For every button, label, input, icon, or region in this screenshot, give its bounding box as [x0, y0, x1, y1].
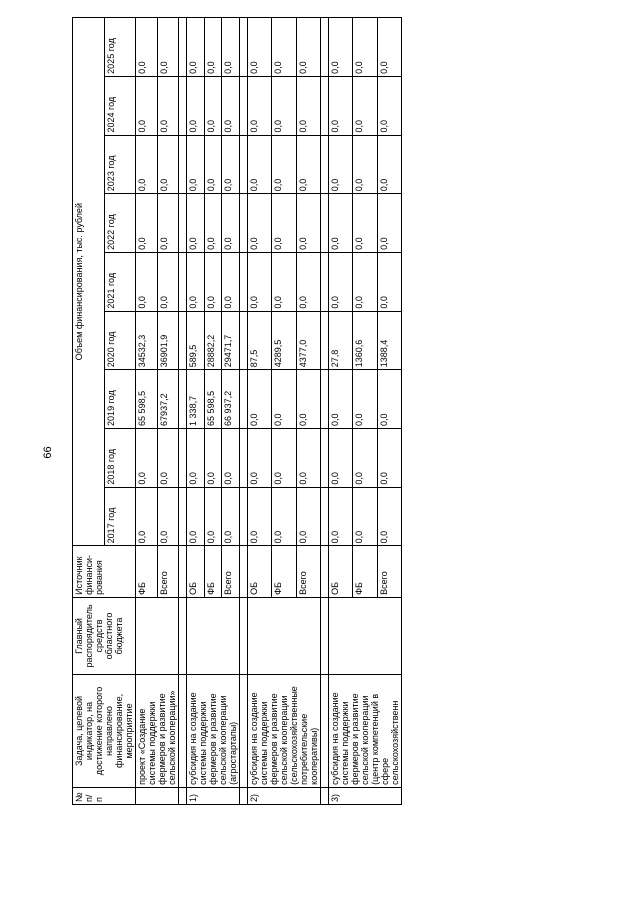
value-cell: 0,0 — [157, 135, 179, 194]
value-cell: 0,0 — [187, 76, 205, 135]
value-cell: 0,0 — [329, 370, 353, 429]
value-cell: 4377,0 — [296, 311, 320, 370]
value-cell: 0,0 — [204, 76, 222, 135]
value-cell: 0,0 — [136, 252, 158, 311]
measure-title: субсидия на создание системы поддержки фермеров и развитие сельской кооперации (агростартапы) — [187, 675, 240, 788]
value-cell: 0,0 — [377, 370, 401, 429]
table-row — [136, 18, 158, 805]
value-cell: 0,0 — [272, 487, 296, 546]
row-number: 2) — [248, 787, 321, 804]
value-cell: 0,0 — [157, 252, 179, 311]
value-cell: 0,0 — [272, 135, 296, 194]
separator-cell — [321, 135, 329, 194]
separator-cell — [321, 311, 329, 370]
separator-cell — [179, 18, 187, 77]
separator-cell — [179, 546, 187, 598]
value-cell: 29471,7 — [222, 311, 240, 370]
value-cell: 0,0 — [222, 135, 240, 194]
value-cell: 0,0 — [353, 194, 377, 253]
measure-title: субсидия на создание системы поддержки фермеров и развитие сельской кооперации (сельскохозяйственные потребительские кооперативы) — [248, 675, 321, 788]
value-cell: 4289,5 — [272, 311, 296, 370]
value-cell: 87,5 — [248, 311, 272, 370]
separator-cell — [179, 428, 187, 487]
separator-cell — [321, 252, 329, 311]
source-cell: Всего — [296, 546, 320, 598]
separator-cell — [321, 787, 329, 804]
separator-cell — [179, 252, 187, 311]
value-cell: 0,0 — [157, 487, 179, 546]
value-cell: 1360,6 — [353, 311, 377, 370]
value-cell: 0,0 — [272, 18, 296, 77]
value-cell: 0,0 — [272, 76, 296, 135]
value-cell: 0,0 — [353, 252, 377, 311]
value-cell: 0,0 — [329, 252, 353, 311]
value-cell: 0,0 — [248, 487, 272, 546]
value-cell: 0,0 — [136, 428, 158, 487]
value-cell: 0,0 — [248, 76, 272, 135]
value-cell: 65 598,5 — [204, 370, 222, 429]
value-cell: 0,0 — [248, 370, 272, 429]
header-year: 2021 год — [104, 252, 136, 311]
header-year: 2017 год — [104, 487, 136, 546]
separator-cell — [321, 428, 329, 487]
value-cell: 0,0 — [187, 18, 205, 77]
value-cell: 0,0 — [329, 487, 353, 546]
value-cell: 0,0 — [136, 194, 158, 253]
value-cell: 0,0 — [136, 18, 158, 77]
value-cell: 66 937,2 — [222, 370, 240, 429]
value-cell: 0,0 — [329, 428, 353, 487]
source-cell: ОБ — [187, 546, 205, 598]
source-cell: ФБ — [204, 546, 222, 598]
header-year: 2024 год — [104, 76, 136, 135]
value-cell: 0,0 — [377, 487, 401, 546]
value-cell: 0,0 — [248, 18, 272, 77]
value-cell: 0,0 — [222, 428, 240, 487]
separator-cell — [240, 18, 248, 77]
value-cell: 0,0 — [329, 76, 353, 135]
financing-table — [72, 17, 402, 805]
value-cell: 0,0 — [296, 370, 320, 429]
group-separator — [179, 18, 187, 805]
header-year: 2020 год — [104, 311, 136, 370]
value-cell: 0,0 — [204, 428, 222, 487]
value-cell: 0,0 — [377, 76, 401, 135]
value-cell: 0,0 — [204, 252, 222, 311]
value-cell: 0,0 — [187, 252, 205, 311]
source-cell: ОБ — [248, 546, 272, 598]
header-source: Источник финанси-рования — [73, 546, 136, 598]
separator-cell — [321, 597, 329, 674]
source-cell: Всего — [222, 546, 240, 598]
value-cell: 0,0 — [157, 76, 179, 135]
manager-cell — [136, 597, 179, 674]
value-cell: 0,0 — [187, 194, 205, 253]
value-cell: 27,8 — [329, 311, 353, 370]
value-cell: 0,0 — [296, 252, 320, 311]
manager-cell — [248, 597, 321, 674]
separator-cell — [179, 194, 187, 253]
group-separator — [321, 18, 329, 805]
value-cell: 0,0 — [377, 135, 401, 194]
header-year: 2019 год — [104, 370, 136, 429]
page-number: 66 — [42, 446, 54, 459]
separator-cell — [240, 487, 248, 546]
value-cell: 1388,4 — [377, 311, 401, 370]
value-cell: 65 598,5 — [136, 370, 158, 429]
separator-cell — [240, 597, 248, 674]
separator-cell — [240, 428, 248, 487]
group-separator — [240, 18, 248, 805]
value-cell: 0,0 — [296, 135, 320, 194]
value-cell: 0,0 — [187, 135, 205, 194]
value-cell: 0,0 — [272, 252, 296, 311]
value-cell: 0,0 — [136, 76, 158, 135]
separator-cell — [240, 135, 248, 194]
value-cell: 0,0 — [296, 428, 320, 487]
measure-title: проект «Создание системы поддержки фермеров и развитие сельской кооперации» — [136, 675, 179, 788]
source-cell: Всего — [157, 546, 179, 598]
separator-cell — [240, 370, 248, 429]
table-row — [329, 18, 353, 805]
separator-cell — [240, 76, 248, 135]
value-cell: 36901,9 — [157, 311, 179, 370]
value-cell: 0,0 — [353, 370, 377, 429]
value-cell: 0,0 — [329, 135, 353, 194]
separator-cell — [179, 487, 187, 546]
separator-cell — [240, 252, 248, 311]
value-cell: 0,0 — [157, 194, 179, 253]
source-cell: ФБ — [136, 546, 158, 598]
value-cell: 0,0 — [353, 135, 377, 194]
value-cell: 0,0 — [377, 18, 401, 77]
source-cell: ФБ — [272, 546, 296, 598]
value-cell: 0,0 — [272, 370, 296, 429]
table-row — [248, 18, 272, 805]
value-cell: 28882,2 — [204, 311, 222, 370]
value-cell: 0,0 — [222, 18, 240, 77]
value-cell: 0,0 — [157, 18, 179, 77]
separator-cell — [321, 194, 329, 253]
value-cell: 0,0 — [204, 487, 222, 546]
value-cell: 0,0 — [136, 135, 158, 194]
measure-title: субсидия на создание системы поддержки фермеров и развитие сельской кооперации (центр компетенций в сфере сельскохозяйственн — [329, 675, 402, 788]
separator-cell — [240, 311, 248, 370]
separator-cell — [179, 76, 187, 135]
value-cell: 0,0 — [296, 194, 320, 253]
separator-cell — [240, 787, 248, 804]
value-cell: 0,0 — [187, 428, 205, 487]
value-cell: 0,0 — [353, 18, 377, 77]
manager-cell — [329, 597, 402, 674]
row-number: 1) — [187, 787, 240, 804]
separator-cell — [179, 787, 187, 804]
separator-cell — [179, 597, 187, 674]
separator-cell — [240, 194, 248, 253]
value-cell: 0,0 — [272, 194, 296, 253]
value-cell: 0,0 — [204, 18, 222, 77]
value-cell: 0,0 — [222, 194, 240, 253]
value-cell: 0,0 — [248, 135, 272, 194]
value-cell: 0,0 — [377, 252, 401, 311]
source-cell: ФБ — [353, 546, 377, 598]
separator-cell — [321, 675, 329, 788]
separator-cell — [179, 370, 187, 429]
value-cell: 1 338,7 — [187, 370, 205, 429]
source-cell: ОБ — [329, 546, 353, 598]
separator-cell — [321, 76, 329, 135]
value-cell: 0,0 — [329, 194, 353, 253]
value-cell: 0,0 — [248, 252, 272, 311]
separator-cell — [179, 311, 187, 370]
separator-cell — [321, 370, 329, 429]
value-cell: 0,0 — [296, 76, 320, 135]
source-cell: Всего — [377, 546, 401, 598]
row-number — [136, 787, 179, 804]
value-cell: 0,0 — [222, 76, 240, 135]
header-num: № п/п — [73, 787, 136, 804]
separator-cell — [179, 135, 187, 194]
value-cell: 0,0 — [222, 252, 240, 311]
header-financing: Объем финансирования, тыс. рублей — [73, 18, 105, 546]
separator-cell — [179, 675, 187, 788]
manager-cell — [187, 597, 240, 674]
value-cell: 0,0 — [377, 428, 401, 487]
header-task: Задача, целевой индикатор, на достижение которого направлено финансирование, мероприятие — [73, 675, 136, 788]
value-cell: 67937,2 — [157, 370, 179, 429]
separator-cell — [321, 18, 329, 77]
value-cell: 0,0 — [296, 18, 320, 77]
row-number: 3) — [329, 787, 402, 804]
value-cell: 0,0 — [204, 194, 222, 253]
value-cell: 0,0 — [222, 487, 240, 546]
separator-cell — [240, 546, 248, 598]
separator-cell — [240, 675, 248, 788]
header-year: 2022 год — [104, 194, 136, 253]
value-cell: 589,5 — [187, 311, 205, 370]
header-manager: Главный распорядитель средств областного бюджета — [73, 597, 136, 674]
value-cell: 0,0 — [136, 487, 158, 546]
value-cell: 0,0 — [353, 428, 377, 487]
value-cell: 0,0 — [377, 194, 401, 253]
value-cell: 0,0 — [272, 428, 296, 487]
separator-cell — [321, 546, 329, 598]
value-cell: 0,0 — [204, 135, 222, 194]
value-cell: 34532,3 — [136, 311, 158, 370]
header-year: 2018 год — [104, 428, 136, 487]
table-row — [187, 18, 205, 805]
value-cell: 0,0 — [296, 487, 320, 546]
separator-cell — [321, 487, 329, 546]
value-cell: 0,0 — [353, 76, 377, 135]
value-cell: 0,0 — [248, 428, 272, 487]
value-cell: 0,0 — [329, 18, 353, 77]
value-cell: 0,0 — [248, 194, 272, 253]
value-cell: 0,0 — [187, 487, 205, 546]
header-year: 2025 год — [104, 18, 136, 77]
value-cell: 0,0 — [353, 487, 377, 546]
value-cell: 0,0 — [157, 428, 179, 487]
header-year: 2023 год — [104, 135, 136, 194]
